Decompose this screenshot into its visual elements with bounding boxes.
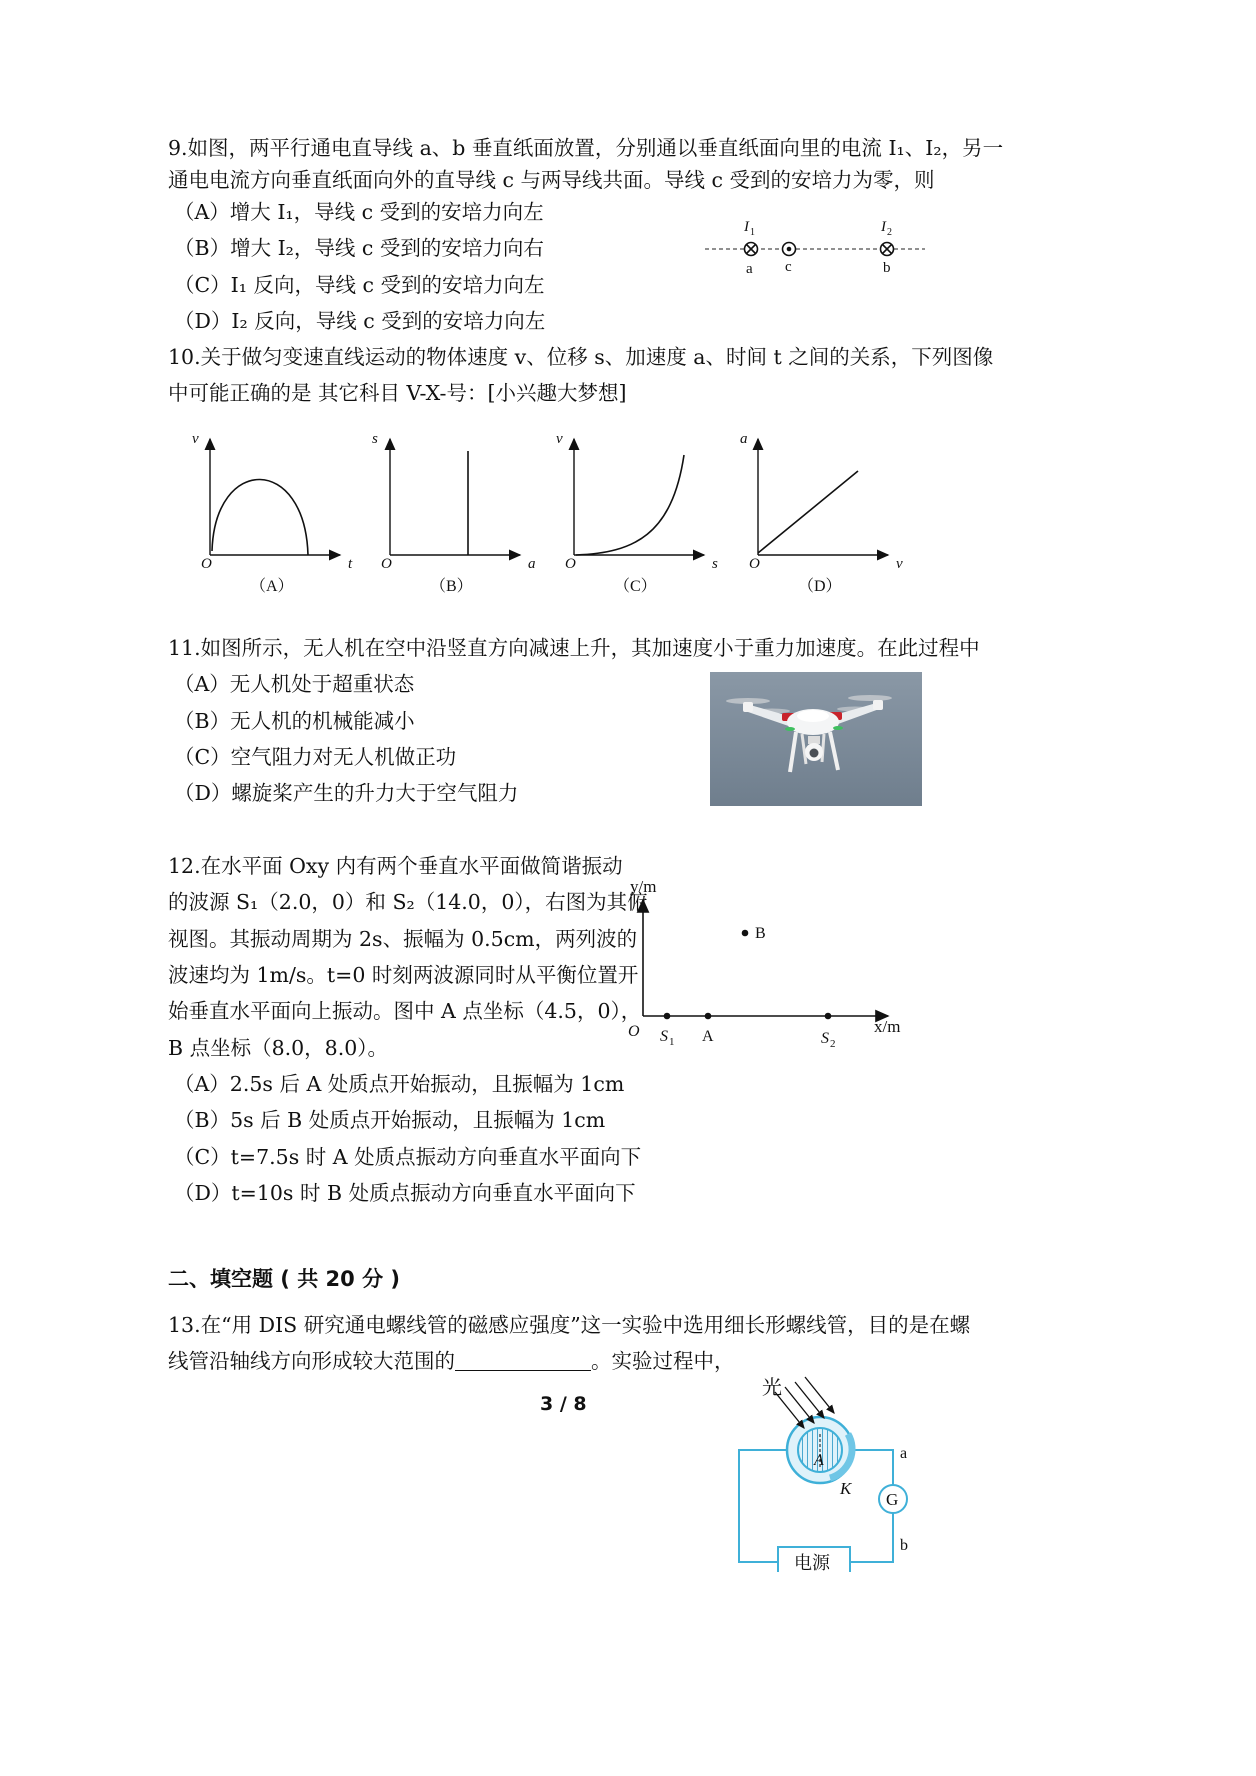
- q10-line-1: 10.关于做匀变速直线运动的物体速度 v、位移 s、加速度 a、时间 t 之间的关系，下列图像: [168, 345, 994, 369]
- label-I2: I: [881, 219, 886, 235]
- drone-photo: [710, 672, 922, 806]
- graph-c-y-label: v: [556, 431, 563, 447]
- q11-option-c: （C）空气阻力对无人机做正功: [174, 745, 457, 769]
- q12-option-a: （A）2.5s 后 A 处质点开始振动，且振幅为 1cm: [174, 1072, 625, 1096]
- q12-oxy-figure: [622, 870, 922, 1060]
- graph-b-y-label: s: [372, 431, 378, 447]
- graph-c: [556, 431, 718, 595]
- wire-c-out-of-page-icon: [783, 243, 796, 256]
- label-c: c: [785, 259, 792, 275]
- q9-option-c: （C）I₁ 反向，导线 c 受到的安培力向左: [174, 273, 545, 297]
- label-I1-sub: 1: [750, 227, 755, 238]
- x-axis-label: x/m: [874, 1017, 901, 1036]
- graph-a-y-label: v: [192, 431, 199, 447]
- graph-d-caption: （D）: [798, 578, 842, 595]
- graph-a: [192, 431, 353, 595]
- graph-c-caption: （C）: [614, 578, 657, 595]
- q9-option-b: （B）增大 I₂，导线 c 受到的安培力向右: [174, 236, 544, 260]
- graph-a-origin: O: [201, 556, 212, 572]
- label-I2-sub: 2: [887, 227, 892, 238]
- label-a: a: [746, 261, 753, 277]
- y-axis-label: y/m: [630, 877, 657, 896]
- origin-label: O: [628, 1023, 640, 1040]
- point-S1: [664, 1013, 671, 1020]
- q11-option-b: （B）无人机的机械能减小: [174, 709, 415, 733]
- label-K: K: [840, 1479, 852, 1498]
- graph-b-x-label: a: [528, 556, 536, 572]
- q13-line-2: [168, 1347, 735, 1375]
- q10-line-2: 中可能正确的是 其它科目 V-X-号：[小兴趣大梦想]: [168, 381, 627, 405]
- q9-line-2: 通电电流方向垂直纸面向外的直导线 c 与两导线共面。导线 c 受到的安培力为零，则: [168, 168, 935, 192]
- label-A: A: [702, 1028, 714, 1045]
- q13-line-2-post: 。实验过程中，: [591, 1349, 735, 1373]
- wire-b-into-page-icon: [881, 243, 894, 256]
- graph-b-caption: （B）: [430, 578, 473, 595]
- q12-line-2: 的波源 S₁（2.0，0）和 S₂（14.0，0），右图为其俯: [168, 890, 648, 914]
- point-A: [705, 1013, 712, 1020]
- q12-line-5: 始垂直水平面向上振动。图中 A 点坐标（4.5，0），: [168, 999, 642, 1023]
- q9-line-1-text: 9.如图，两平行通电直导线 a、b 垂直纸面放置，分别通以垂直纸面向里的电流 I₁、I₂，另一: [168, 136, 1004, 160]
- q13-photocell-circuit: [730, 1372, 930, 1572]
- q9-option-d: （D）I₂ 反向，导线 c 受到的安培力向左: [174, 309, 546, 333]
- q12-line-4: 波速均为 1m/s。t=0 时刻两波源同时从平衡位置开: [168, 963, 639, 987]
- q9-line-1: [168, 134, 1003, 162]
- label-G: G: [886, 1490, 899, 1509]
- graph-a-x-label: t: [348, 556, 353, 572]
- label-B: B: [755, 925, 766, 942]
- graph-d-x-label: v: [896, 556, 903, 572]
- graph-d-y-label: a: [740, 431, 748, 447]
- q9-wires-figure: [700, 212, 930, 282]
- graph-b: [372, 431, 536, 595]
- q10-graphs-figure: [180, 425, 920, 605]
- label-S1-sub: 1: [669, 1036, 675, 1048]
- page-number: 3 / 8: [540, 1393, 587, 1415]
- wire-a-into-page-icon: [745, 243, 758, 256]
- label-S2-sub: 2: [830, 1038, 836, 1050]
- q13-answer-blank[interactable]: [455, 1348, 591, 1371]
- label-b-terminal: b: [900, 1537, 908, 1554]
- graph-c-origin: O: [565, 556, 576, 572]
- label-S2: S: [821, 1030, 829, 1047]
- q12-line-6: B 点坐标（8.0，8.0）。: [168, 1036, 389, 1060]
- q11-option-a: （A）无人机处于超重状态: [174, 672, 415, 696]
- graph-d-origin: O: [749, 556, 760, 572]
- point-B: [742, 930, 749, 937]
- q11-line-1: 11.如图所示，无人机在空中沿竖直方向减速上升，其加速度小于重力加速度。在此过程中: [168, 636, 980, 660]
- q11-option-d: （D）螺旋桨产生的升力大于空气阻力: [174, 781, 519, 805]
- q9-option-a: （A）增大 I₁，导线 c 受到的安培力向左: [174, 200, 544, 224]
- graph-a-caption: （A）: [250, 578, 294, 595]
- q13-line-2-pre: 线管沿轴线方向形成较大范围的: [168, 1349, 455, 1373]
- label-A-electrode: A: [814, 1452, 824, 1469]
- q12-line-1: 12.在水平面 Oxy 内有两个垂直水平面做简谐振动: [168, 854, 623, 878]
- q12-line-3: 视图。其振动周期为 2s、振幅为 0.5cm，两列波的: [168, 927, 638, 951]
- q12-option-d: （D）t=10s 时 B 处质点振动方向垂直水平面向下: [174, 1181, 636, 1205]
- q13-line-1: 13.在“用 DIS 研究通电螺线管的磁感应强度”这一实验中选用细长形螺线管，目的是在螺: [168, 1313, 971, 1337]
- graph-c-x-label: s: [712, 556, 718, 572]
- label-a-terminal: a: [900, 1445, 908, 1462]
- label-light: 光: [762, 1377, 782, 1399]
- label-power-source: 电源: [794, 1553, 830, 1572]
- label-S1: S: [660, 1028, 668, 1045]
- graph-d: [740, 431, 903, 595]
- graph-b-origin: O: [381, 556, 392, 572]
- q12-option-b: （B）5s 后 B 处质点开始振动，且振幅为 1cm: [174, 1108, 606, 1132]
- section-2-title: 二、填空题 ( 共 20 分 ): [168, 1267, 400, 1291]
- label-b: b: [883, 260, 891, 276]
- label-I1: I: [744, 219, 749, 235]
- q12-option-c: （C）t=7.5s 时 A 处质点振动方向垂直水平面向下: [174, 1145, 642, 1169]
- point-S2: [825, 1013, 832, 1020]
